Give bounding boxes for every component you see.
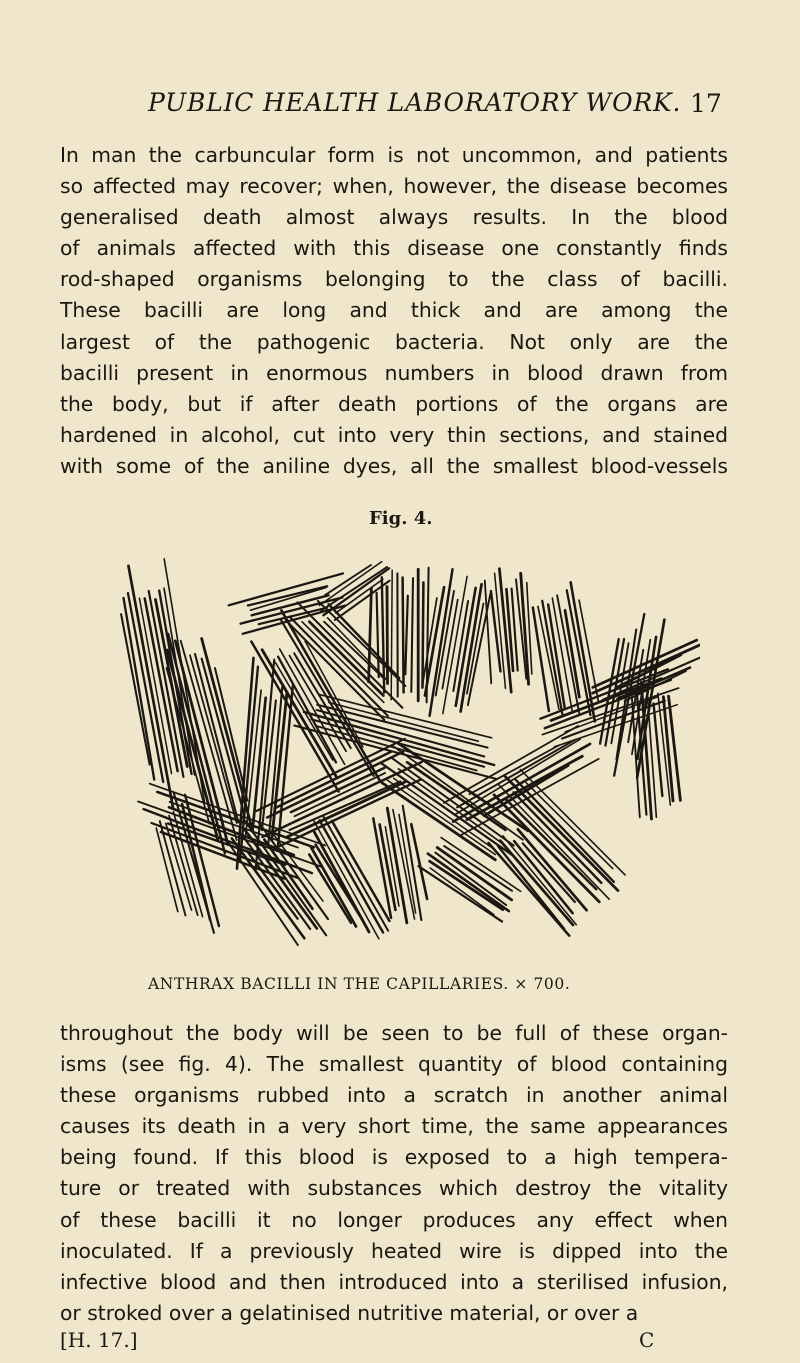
- figure-caption: ANTHRAX BACILLI IN THE CAPILLARIES. × 700.: [148, 975, 571, 993]
- bacillus-rod: [311, 820, 381, 939]
- bacillus-rod: [436, 591, 455, 696]
- text-line: largest of the pathogenic bacteria. Not only are the: [60, 329, 728, 354]
- text-line: infective blood and then introduced into a sterilised infusion,: [60, 1269, 728, 1294]
- bacillus-rod: [324, 620, 385, 681]
- text-line: generalised death almost always results. In the blood: [60, 205, 728, 230]
- bacillus-rod: [155, 828, 178, 911]
- text-line: hardened in alcohol, cut into very thin sections, and stained: [60, 422, 728, 447]
- text-line: In man the carbuncular form is not uncommon, and patients: [60, 143, 728, 167]
- figure-label: Fig. 4.: [369, 508, 433, 529]
- page-number: 17: [690, 89, 722, 118]
- text-line: ture or treated with substances which destroy the vitality: [60, 1176, 728, 1201]
- signature-mark: C: [639, 1328, 655, 1352]
- bacillus-rod: [429, 868, 495, 915]
- text-line: bacilli present in enormous numbers in blood drawn from: [60, 360, 728, 385]
- bacillus-rod: [411, 824, 427, 900]
- text-line: being found. If this blood is exposed to a high tempera-: [60, 1145, 728, 1170]
- text-line: These bacilli are long and thick and are among the: [60, 298, 728, 323]
- bacillus-rod: [411, 578, 413, 692]
- paragraph-1: [60, 140, 728, 482]
- bacillus-rod: [570, 582, 595, 721]
- text-line: of these bacilli it no longer produces any effect when: [60, 1207, 728, 1232]
- bacillus-rod: [174, 792, 214, 934]
- bacillus-rod: [405, 596, 408, 675]
- bacillus-rod: [542, 601, 562, 714]
- bacillus-rod: [403, 578, 404, 693]
- text-line: throughout the body will be seen to be full of these organ-: [60, 1021, 728, 1045]
- bacillus-rod: [325, 564, 371, 597]
- text-line: of animals affected with this disease one constantly finds: [60, 236, 728, 261]
- page-footer: [60, 1328, 728, 1358]
- text-line: or stroked over a gelatinised nutritive material, or over a: [60, 1300, 639, 1325]
- running-head: PUBLIC HEALTH LABORATORY WORK.: [148, 88, 682, 117]
- text-line: isms (see fig. 4). The smallest quantity of blood containing: [60, 1052, 728, 1077]
- signature: [H. 17.]: [60, 1328, 138, 1352]
- bacillus-rod: [369, 588, 372, 682]
- bacillus-rod: [387, 587, 388, 684]
- anthrax-bacilli-illustration: [100, 535, 700, 955]
- text-line: the body, but if after death portions of the organs are: [60, 391, 728, 416]
- bacillus-rod: [291, 768, 385, 812]
- paragraph-2: [60, 1018, 728, 1329]
- text-line: rod-shaped organisms belonging to the class of bacilli.: [60, 267, 728, 292]
- bacillus-rod: [262, 762, 422, 837]
- text-line: inoculated. If a previously heated wire is dipped into the: [60, 1238, 728, 1263]
- text-line: with some of the aniline dyes, all the smallest blood-vessels: [60, 453, 728, 478]
- bacillus-rod: [491, 591, 501, 672]
- bacillus-rod: [128, 593, 163, 783]
- bacillus-rod: [391, 570, 392, 699]
- bacillus-rod: [423, 582, 424, 687]
- text-line: causes its death in a very short time, the same appearances: [60, 1114, 728, 1139]
- bacillus-rod: [377, 593, 379, 677]
- page-header: [0, 88, 800, 128]
- bacillus-rod: [149, 591, 184, 778]
- bacillus-rod: [453, 743, 590, 823]
- bacilli-bundle: [628, 680, 682, 820]
- bacillus-rod: [502, 836, 577, 925]
- text-line: so affected may recover; when, however, the disease becomes: [60, 174, 728, 199]
- bacillus-rod: [489, 842, 570, 938]
- bacilli-bundle: [294, 688, 506, 780]
- figure-illustration: [100, 535, 700, 955]
- bacilli-bundle: [481, 566, 536, 693]
- bacillus-rod: [243, 818, 326, 936]
- bacillus-rod: [262, 649, 337, 778]
- text-line: these organisms rubbed into a scratch in another animal: [60, 1083, 728, 1108]
